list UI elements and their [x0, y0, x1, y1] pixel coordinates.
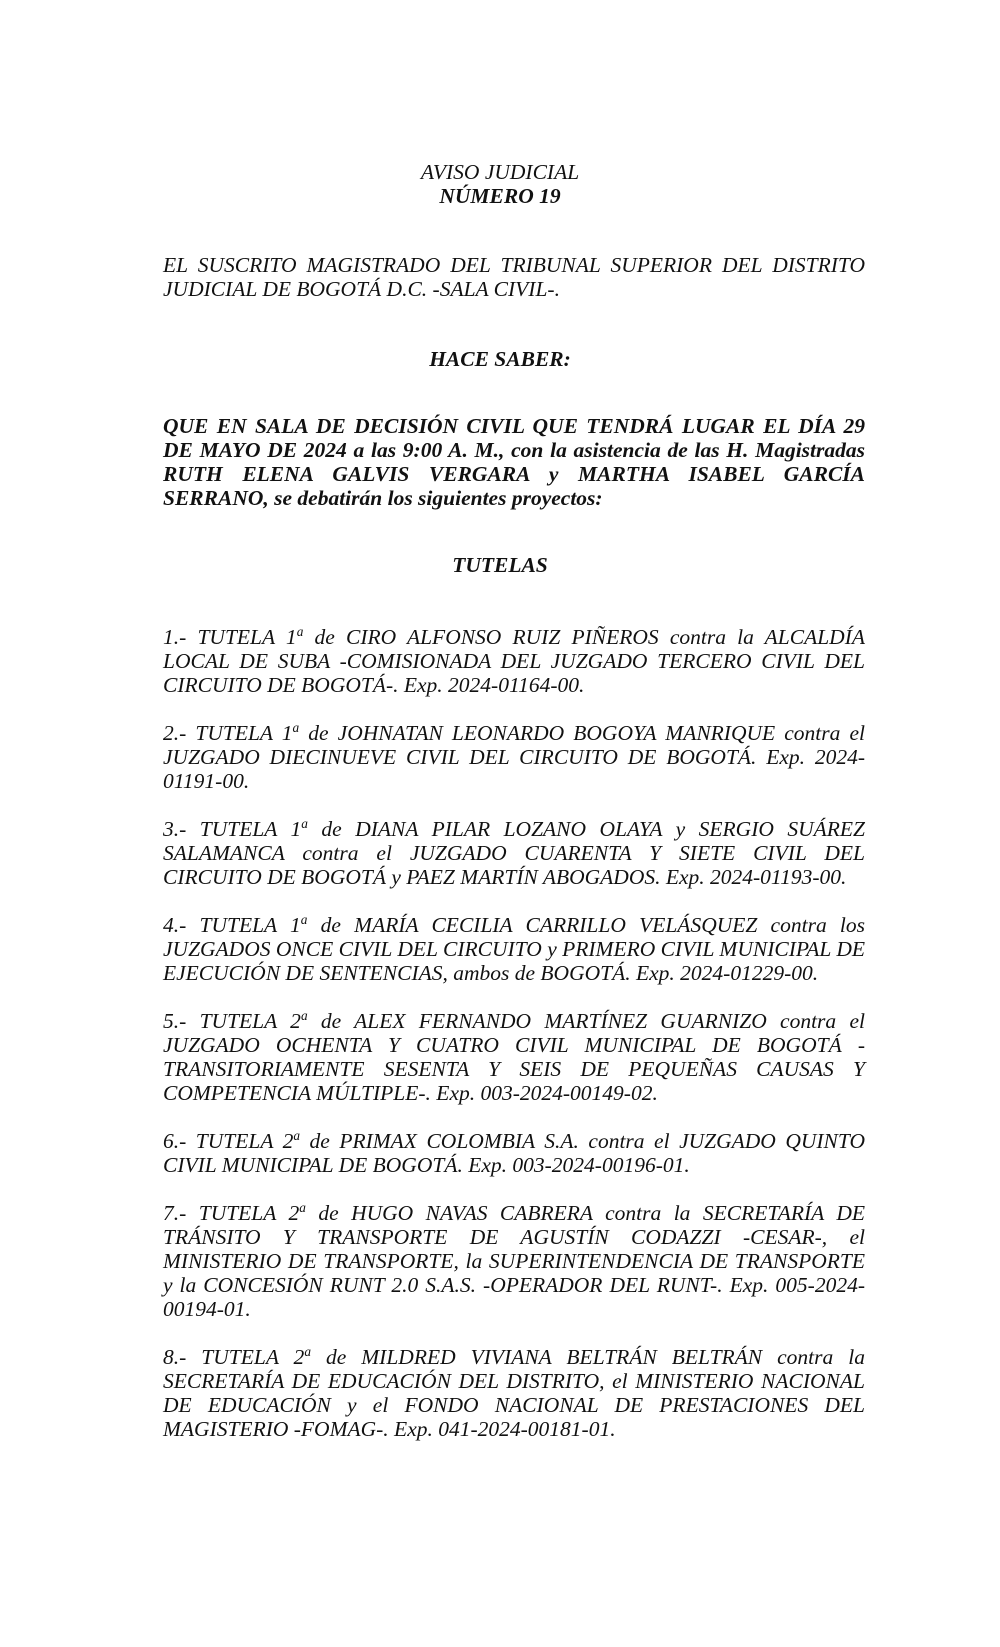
list-item [163, 1009, 865, 1105]
tutelas-list [163, 625, 865, 1441]
section-title: TUTELAS [452, 553, 548, 577]
intro-paragraph [163, 253, 865, 301]
list-item [163, 1201, 865, 1321]
item-text: de JOHNATAN LEONARDO BOGOYA MANRIQUE contra el JUZGADO DIECINUEVE CIVIL DEL CIRCUITO DE BOGOTÁ. Exp. 2024-01191-00. [163, 721, 865, 793]
item-prefix: 3.- TUTELA 1 [163, 817, 302, 841]
item-prefix: 2.- TUTELA 1 [163, 721, 293, 745]
list-item [163, 721, 865, 793]
list-item [163, 913, 865, 985]
item-ordinal: a [293, 1127, 301, 1143]
item-prefix: 6.- TUTELA 2 [163, 1129, 294, 1153]
item-text: de DIANA PILAR LOZANO OLAYA y SERGIO SUÁREZ SALAMANCA contra el JUZGADO CUARENTA Y SIETE CIVIL DEL CIRCUITO DE BOGOTÁ y PAEZ MARTÍN ABOGADOS. Exp. 2024-01193-00. [163, 817, 865, 889]
item-ordinal: a [299, 1199, 306, 1215]
item-ordinal: a [304, 1343, 311, 1359]
notice-number: NÚMERO 19 [439, 184, 561, 208]
notice-text: QUE EN SALA DE DECISIÓN CIVIL QUE TENDRÁ LUGAR EL DÍA 29 DE MAYO DE 2024 a las 9:00 A. M., con la asistencia de las H. Magistradas RUTH ELENA GALVIS VERGARA y MARTHA ISABEL GARCÍA SERRANO, se debatirán los siguientes proyectos: [163, 414, 865, 510]
item-prefix: 1.- TUTELA 1 [163, 625, 297, 649]
list-item [163, 1345, 865, 1441]
notice-title: AVISO JUDICIAL [420, 160, 580, 184]
item-text: de ALEX FERNANDO MARTÍNEZ GUARNIZO contra el JUZGADO OCHENTA Y CUATRO CIVIL MUNICIPAL DE BOGOTÁ -TRANSITORIAMENTE SESENTA Y SEIS DE PEQUEÑAS CAUSAS Y COMPETENCIA MÚLTIPLE-. Exp. 003-2024-00149-02. [163, 1009, 865, 1105]
item-prefix: 8.- TUTELA 2 [163, 1345, 305, 1369]
item-prefix: 5.- TUTELA 2 [163, 1009, 301, 1033]
item-text: de MARÍA CECILIA CARRILLO VELÁSQUEZ contra los JUZGADOS ONCE CIVIL DEL CIRCUITO y PRIMERO CIVIL MUNICIPAL DE EJECUCIÓN DE SENTENCIAS, ambos de BOGOTÁ. Exp. 2024-01229-00. [163, 913, 866, 985]
item-ordinal: a [300, 911, 308, 927]
hace-saber-heading: HACE SABER: [429, 347, 571, 371]
item-prefix: 4.- TUTELA 1 [163, 913, 301, 937]
item-ordinal: a [296, 623, 304, 639]
item-text: de MILDRED VIVIANA BELTRÁN BELTRÁN contra la SECRETARÍA DE EDUCACIÓN DEL DISTRITO, el MINISTERIO NACIONAL DE EDUCACIÓN y el FONDO NACIONAL DE PRESTACIONES DEL MAGISTERIO -FOMAG-. Exp. 041-2024-00181-01. [163, 1345, 865, 1441]
list-item [163, 625, 865, 697]
item-text: de PRIMAX COLOMBIA S.A. contra el JUZGADO QUINTO CIVIL MUNICIPAL DE BOGOTÁ. Exp. 003-2024-00196-01. [163, 1129, 865, 1177]
item-ordinal: a [292, 719, 300, 735]
item-prefix: 7.- TUTELA 2 [163, 1201, 300, 1225]
notice-header [0, 160, 1000, 208]
list-item [163, 817, 865, 889]
item-ordinal: a [300, 1007, 308, 1023]
item-text: de CIRO ALFONSO RUIZ PIÑEROS contra la ALCALDÍA LOCAL DE SUBA -COMISIONADA DEL JUZGADO TERCERO CIVIL DEL CIRCUITO DE BOGOTÁ-. Exp. 2024-01164-00. [163, 625, 866, 697]
notice-paragraph [163, 414, 865, 510]
item-text: de HUGO NAVAS CABRERA contra la SECRETARÍA DE TRÁNSITO Y TRANSPORTE DE AGUSTÍN CODAZZI -CESAR-, el MINISTERIO DE TRANSPORTE, la SUPERINTENDENCIA DE TRANSPORTE y la CONCESIÓN RUNT 2.0 S.A.S. -OPERADOR DEL RUNT-. Exp. 005-2024-00194-01. [163, 1201, 866, 1321]
item-ordinal: a [301, 815, 308, 831]
list-item [163, 1129, 865, 1177]
intro-text: EL SUSCRITO MAGISTRADO DEL TRIBUNAL SUPERIOR DEL DISTRITO JUDICIAL DE BOGOTÁ D.C. -SALA CIVIL-. [163, 253, 865, 301]
